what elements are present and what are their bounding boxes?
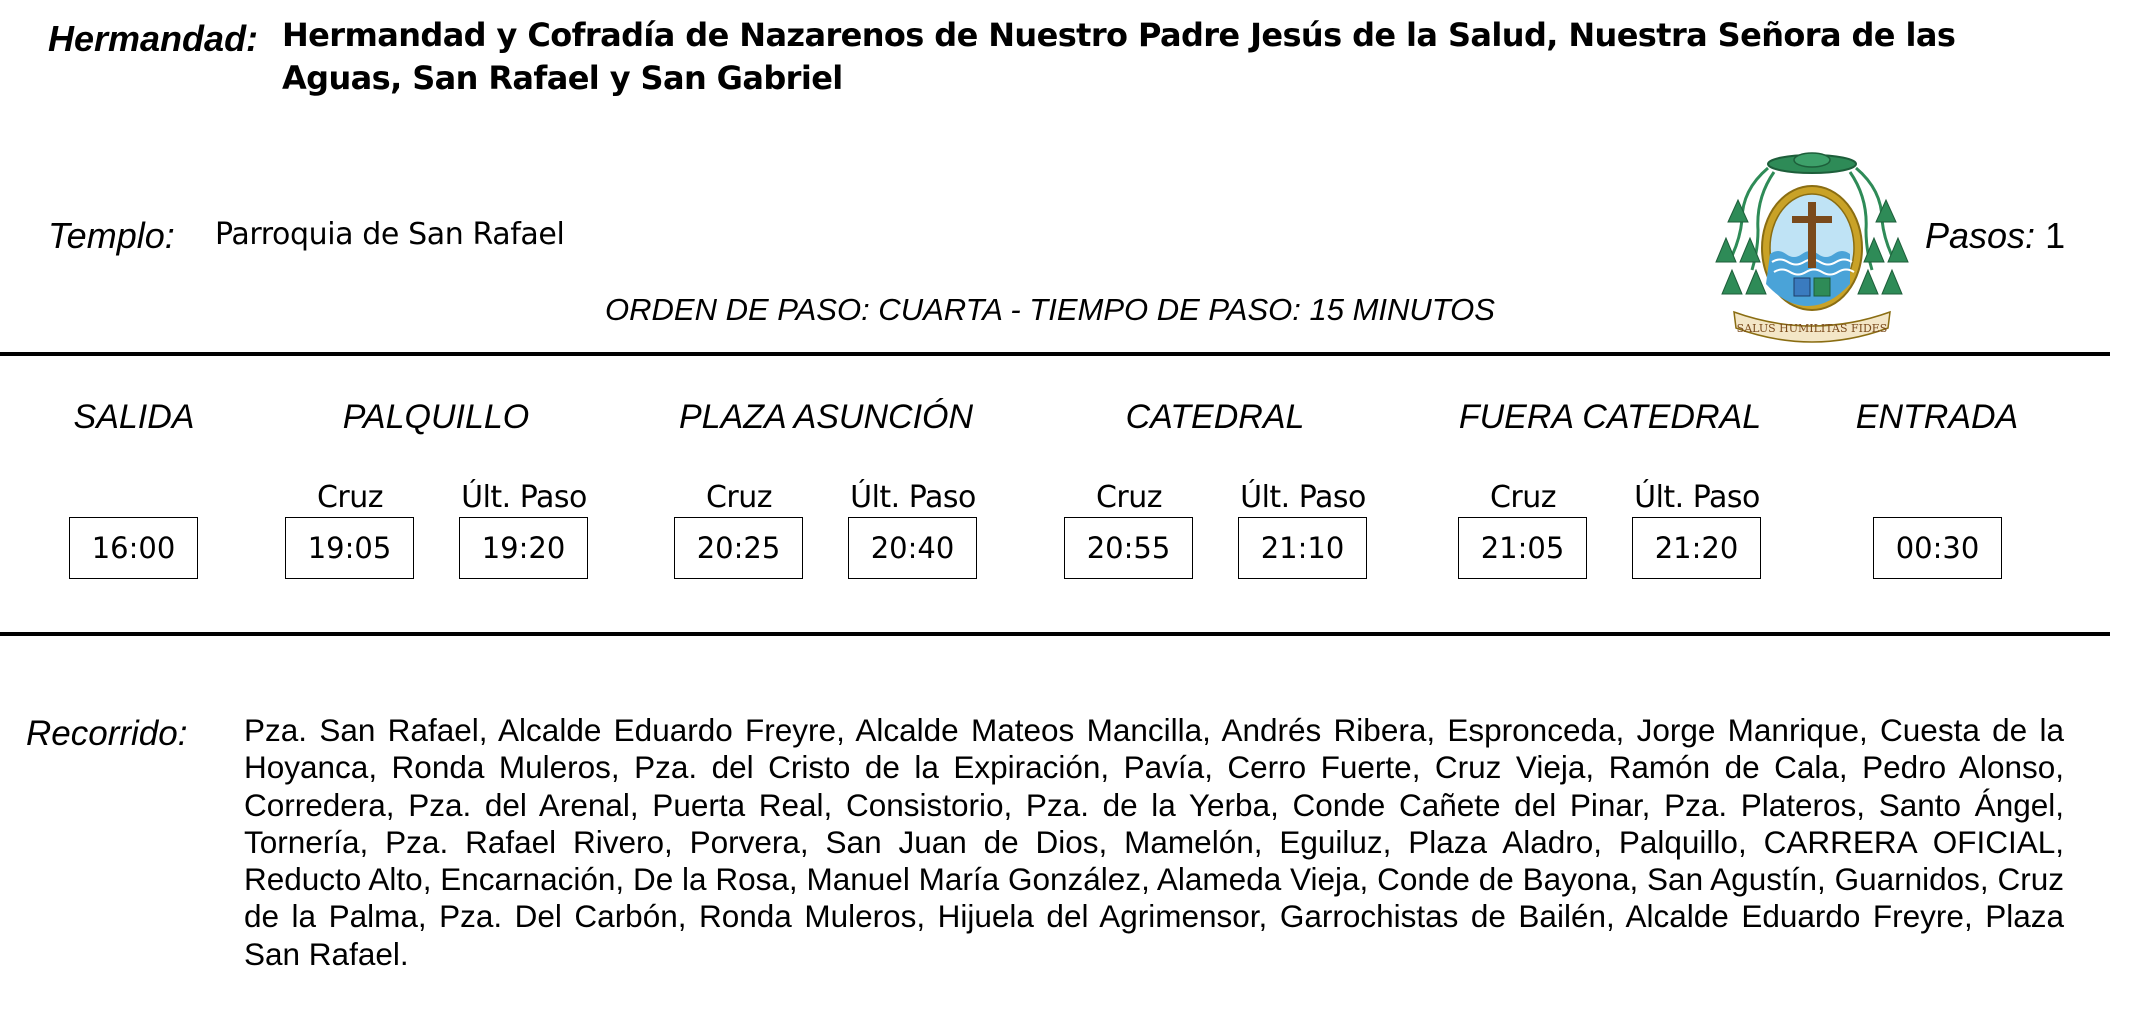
top-divider	[0, 352, 2110, 356]
coat-of-arms-logo	[1712, 150, 1912, 350]
pasos-label: Pasos:	[1925, 215, 2036, 256]
time-box-plaza-asuncion-ult: 20:40	[848, 517, 977, 579]
logo-motto: SALUS HUMILITAS FIDES	[1736, 322, 1888, 335]
time-box-fuera-catedral-ult: 21:20	[1632, 517, 1761, 579]
time-box-palquillo-cruz: 19:05	[285, 517, 414, 579]
time-box-catedral-ult: 21:10	[1238, 517, 1367, 579]
station-entrada: ENTRADA	[1855, 398, 2019, 436]
recorrido-text: Pza. San Rafael, Alcalde Eduardo Freyre, Alcalde Mateos Mancilla, Andrés Ribera, Espronceda, Jorge Manrique, Cuesta de la Hoyanca, Ronda Muleros, Pza. del Cristo de la Expiración, Pavía, Cerro Fuerte, Cruz Vieja, Ramón de Cala, Pedro Alonso, Corredera, Pza. del Arenal, Puerta Real, Consistorio, Pza. de la Yerba, Conde Cañete del Pinar, Pza. Plateros, Santo Ángel, Tornería, Pza. Rafael Rivero, Porvera, San Juan de Dios, Mamelón, Eguiluz, Plaza Aladro, Palquillo, CARRERA OFICIAL, Reducto Alto, Encarnación, De la Rosa, Manuel María González, Alameda Vieja, Conde de Bayona, San Agustín, Guarnidos, Cruz de la Palma, Pza. Del Carbón, Ronda Muleros, Hijuela del Agrimensor, Garrochistas de Bailén, Alcalde Eduardo Freyre, Plaza San Rafael.	[244, 712, 2064, 972]
plaza-asuncion-ult-label: Últ. Paso	[850, 480, 976, 515]
station-palquillo: PALQUILLO	[342, 398, 530, 436]
time-box-plaza-asuncion-cruz: 20:25	[674, 517, 803, 579]
time-box-palquillo-ult: 19:20	[459, 517, 588, 579]
fuera-catedral-ult-label: Últ. Paso	[1634, 480, 1760, 515]
recorrido-label: Recorrido:	[26, 714, 188, 753]
fuera-catedral-cruz-label: Cruz	[1489, 480, 1557, 515]
station-salida: SALIDA	[73, 398, 195, 436]
pasos-value: 1	[2045, 215, 2066, 256]
hermandad-name: Hermandad y Cofradía de Nazarenos de Nuestro Padre Jesús de la Salud, Nuestra Señora de las Aguas, San Rafael y San Gabriel	[282, 16, 1956, 97]
pasos	[1925, 215, 2065, 257]
time-box-salida: 16:00	[69, 517, 198, 579]
plaza-asuncion-cruz-label: Cruz	[705, 480, 773, 515]
templo-label: Templo:	[48, 215, 175, 256]
hermandad-label: Hermandad:	[48, 18, 259, 59]
time-box-catedral-cruz: 20:55	[1064, 517, 1193, 579]
orden-de-paso: ORDEN DE PASO: CUARTA - TIEMPO DE PASO: 15 MINUTOS	[605, 292, 1495, 327]
bottom-divider	[0, 632, 2110, 636]
catedral-ult-label: Últ. Paso	[1240, 480, 1366, 515]
time-box-fuera-catedral-cruz: 21:05	[1458, 517, 1587, 579]
catedral-cruz-label: Cruz	[1095, 480, 1163, 515]
templo-name: Parroquia de San Rafael	[215, 217, 565, 252]
palquillo-cruz-label: Cruz	[316, 480, 384, 515]
station-fuera-catedral: FUERA CATEDRAL	[1458, 398, 1762, 436]
station-catedral: CATEDRAL	[1125, 398, 1305, 436]
station-plaza-asuncion: PLAZA ASUNCIÓN	[678, 398, 974, 436]
palquillo-ult-label: Últ. Paso	[461, 480, 587, 515]
time-box-entrada: 00:30	[1873, 517, 2002, 579]
